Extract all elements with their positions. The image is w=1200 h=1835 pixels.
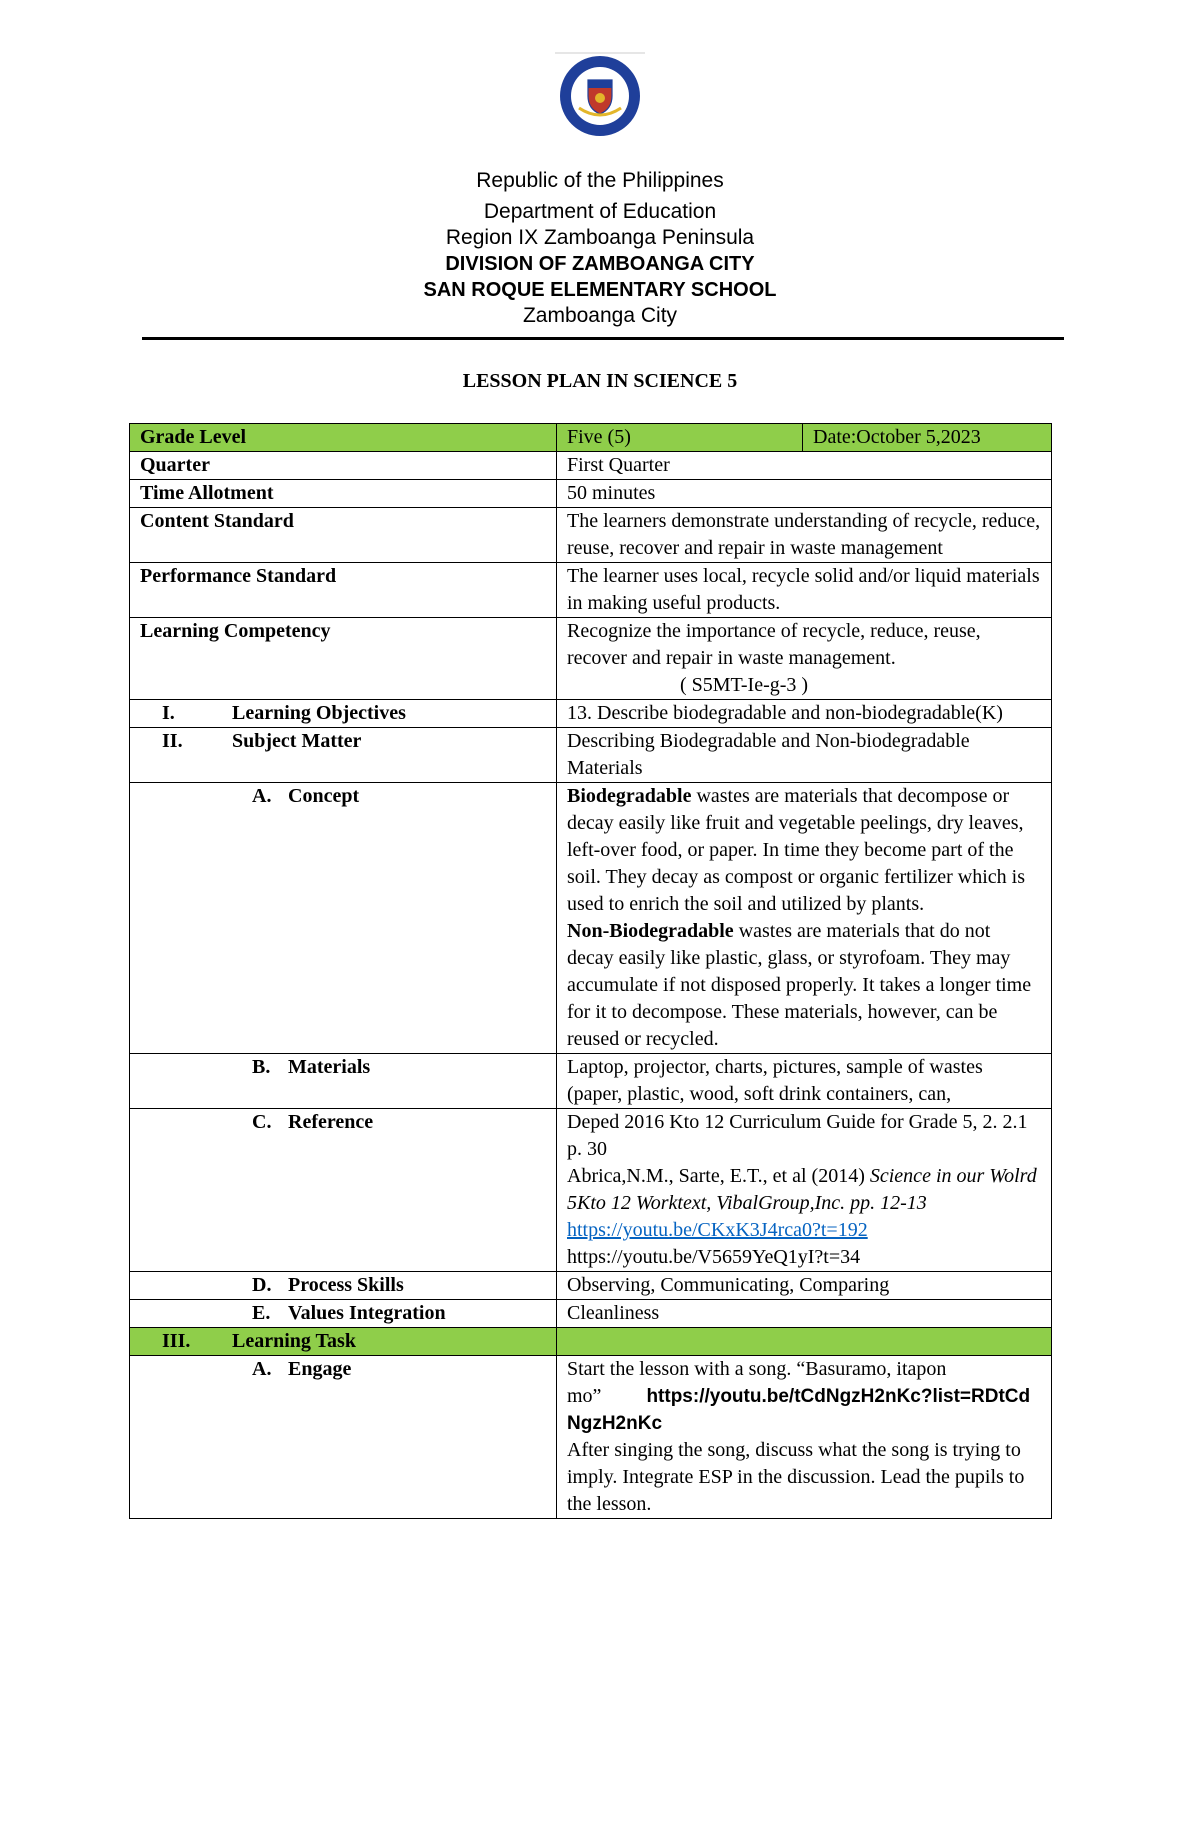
city-line: Zamboanga City [522, 304, 678, 327]
reference-book [567, 1163, 1041, 1217]
row-quarter [130, 452, 1052, 480]
performance-standard-value: The learner uses local, recycle solid and/or liquid materials in making useful products. [557, 563, 1052, 618]
reference-letter: C. [252, 1111, 272, 1133]
reference-label-cell [130, 1109, 557, 1272]
materials-label-cell [130, 1054, 557, 1109]
row-performance-standard [130, 563, 1052, 618]
deped-seal [547, 52, 653, 140]
values-label: Values Integration [288, 1302, 446, 1324]
row-materials [130, 1054, 1052, 1109]
materials-value: Laptop, projector, charts, pictures, sample of wastes (paper, plastic, wood, soft drink containers, can, [557, 1054, 1052, 1109]
engage-label-cell [130, 1356, 557, 1519]
region-line: Region IX Zamboanga Peninsula [445, 226, 755, 249]
materials-letter: B. [252, 1056, 271, 1078]
row-competency [130, 618, 1052, 700]
materials-label: Materials [288, 1056, 371, 1078]
division-line: DIVISION OF ZAMBOANGA CITY [445, 253, 755, 275]
biodegradable-text: wastes are materials that decompose or decay easily like fruit and vegetable peelings, dry leaves, left-over food, or paper. In time they become part of the soil. They decay as compost or organic fertilizer which is used to enrich the soil and utilized by plants. [567, 785, 1026, 915]
process-skills-letter: D. [252, 1274, 272, 1296]
quarter-label: Quarter [130, 452, 557, 480]
competency-label: Learning Competency [130, 618, 557, 700]
time-value: 50 minutes [557, 480, 1052, 508]
learning-task-value [557, 1328, 1052, 1356]
document-title: LESSON PLAN IN SCIENCE 5 [462, 370, 738, 392]
subject-label: Subject Matter [232, 730, 362, 752]
subject-num: II. [162, 730, 183, 752]
learning-task-label-cell [130, 1328, 557, 1356]
row-content-standard [130, 508, 1052, 563]
engage-link[interactable]: https://youtu.be/tCdNgzH2nKc?list=RDtCdNgzH2nKc [567, 1386, 1031, 1434]
row-time [130, 480, 1052, 508]
objectives-label: Learning Objectives [232, 702, 406, 724]
row-grade-level [130, 424, 1052, 452]
reference-label: Reference [288, 1111, 374, 1133]
engage-letter: A. [252, 1358, 272, 1380]
process-skills-label-cell [130, 1272, 557, 1300]
row-objectives [130, 700, 1052, 728]
values-label-cell [130, 1300, 557, 1328]
row-engage [130, 1356, 1052, 1519]
engage-cell [557, 1356, 1052, 1519]
deped-seal-icon [547, 52, 653, 140]
concept-cell [557, 783, 1052, 1054]
reference-link-2: https://youtu.be/V5659YeQ1yI?t=34 [567, 1246, 861, 1268]
header-divider [142, 337, 1064, 340]
biodegradable-paragraph [567, 783, 1041, 918]
reference-authors: Abrica,N.M., Sarte, E.T., et al (2014) [567, 1165, 870, 1187]
reference-book-title: Science in our Wolrd 5Kto 12 Worktext, VibalGroup,Inc. pp. 12-13 [567, 1165, 1037, 1214]
lesson-plan-table [129, 423, 1052, 1519]
concept-letter: A. [252, 785, 272, 807]
subject-label-cell [130, 728, 557, 783]
row-learning-task [130, 1328, 1052, 1356]
date-value: Date:October 5,2023 [803, 424, 1052, 452]
values-value: Cleanliness [557, 1300, 1052, 1328]
competency-value: Recognize the importance of recycle, reduce, reuse, recover and repair in waste management. [567, 620, 981, 669]
engage-label: Engage [288, 1358, 352, 1380]
non-biodegradable-term: Non-Biodegradable [567, 920, 734, 942]
reference-cell [557, 1109, 1052, 1272]
content-standard-value: The learners demonstrate understanding of recycle, reduce, reuse, recover and repair in waste management [557, 508, 1052, 563]
concept-label: Concept [288, 785, 360, 807]
row-values [130, 1300, 1052, 1328]
objectives-label-cell [130, 700, 557, 728]
time-label: Time Allotment [130, 480, 557, 508]
non-biodegradable-paragraph [567, 918, 1041, 1053]
reference-link-1[interactable]: https://youtu.be/CKxK3J4rca0?t=192 [567, 1219, 868, 1241]
department-line: Department of Education [483, 200, 717, 223]
row-reference [130, 1109, 1052, 1272]
engage-intro [567, 1356, 1041, 1437]
learning-task-num: III. [162, 1330, 191, 1352]
concept-label-cell [130, 783, 557, 1054]
competency-code: ( S5MT-Ie-g-3 ) [679, 674, 809, 696]
row-process-skills [130, 1272, 1052, 1300]
row-subject [130, 728, 1052, 783]
letterhead [0, 168, 1200, 329]
process-skills-value: Observing, Communicating, Comparing [557, 1272, 1052, 1300]
school-line: SAN ROQUE ELEMENTARY SCHOOL [423, 279, 777, 301]
process-skills-label: Process Skills [288, 1274, 404, 1296]
learning-task-label: Learning Task [232, 1330, 356, 1352]
grade-level-value: Five (5) [557, 424, 803, 452]
reference-curriculum: Deped 2016 Kto 12 Curriculum Guide for Grade 5, 2. 2.1 p. 30 [567, 1111, 1028, 1160]
values-letter: E. [252, 1302, 271, 1324]
engage-song: Start the lesson with a song. “Basuramo, itapon mo” [567, 1358, 947, 1407]
performance-standard-label: Performance Standard [130, 563, 557, 618]
biodegradable-term: Biodegradable [567, 785, 692, 807]
grade-level-label: Grade Level [130, 424, 557, 452]
republic-line: Republic of the Philippines [476, 169, 724, 192]
objectives-num: I. [162, 702, 175, 724]
quarter-value: First Quarter [557, 452, 1052, 480]
competency-cell [557, 618, 1052, 700]
non-biodegradable-text: wastes are materials that do not decay easily like plastic, glass, or styrofoam. They may accumulate if not disposed properly. It takes a longer time for it to decompose. These materials, however, can be reused or recycled. [567, 920, 1032, 1050]
subject-value: Describing Biodegradable and Non-biodegradable Materials [557, 728, 1052, 783]
objectives-value: 13. Describe biodegradable and non-biodegradable(K) [557, 700, 1052, 728]
row-concept [130, 783, 1052, 1054]
engage-after: After singing the song, discuss what the song is trying to imply. Integrate ESP in the discussion. Lead the pupils to the lesson. [567, 1439, 1025, 1515]
content-standard-label: Content Standard [130, 508, 557, 563]
